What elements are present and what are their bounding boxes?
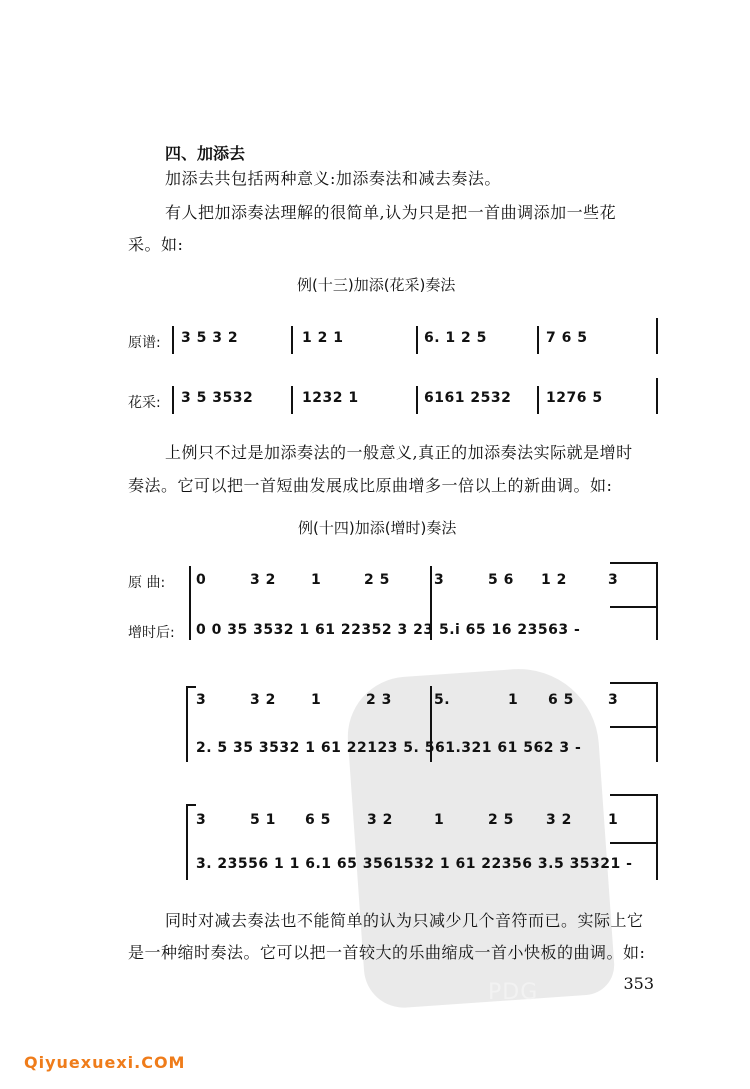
- example-14-caption: 例(十四)加添(增时)奏法: [298, 519, 457, 537]
- ex14-s2-bottom: 2. 5 35 3532 1 61 22123 5. 561.321 61 562 3 -: [196, 740, 582, 756]
- ex14-s3-top-3: 6 5: [305, 812, 331, 828]
- ex14-s3-top-2: 5 1: [250, 812, 276, 828]
- ex14-s2-top-1: 3: [196, 692, 207, 708]
- paragraph-4-line-2: 是一种缩时奏法。它可以把一首较大的乐曲缩成一首小快板的曲调。如:: [128, 943, 646, 962]
- ex14-row1-label: 原 曲:: [128, 575, 166, 591]
- ex14-s2-top-6: 1: [508, 692, 519, 708]
- ex14-s1-top-1: 0: [196, 572, 207, 588]
- ex14-s3-top-1: 3: [196, 812, 207, 828]
- ex13-r2-m4: 1276 5: [546, 390, 603, 406]
- ex13-r2-m2: 1232 1: [302, 390, 359, 406]
- ex14-s1-top-4: 2 5: [364, 572, 390, 588]
- watermark-label: PDG: [488, 980, 539, 1005]
- paragraph-3-line-1: 上例只不过是加添奏法的一般意义,真正的加添奏法实际就是增时: [165, 443, 633, 462]
- ex14-s1-top-8: 3: [608, 572, 619, 588]
- ex13-r2-m1: 3 5 3532: [181, 390, 254, 406]
- ex14-s2-top-8: 3: [608, 692, 619, 708]
- paragraph-2-line-2: 采。如:: [128, 235, 184, 254]
- ex14-s2-top-3: 1: [311, 692, 322, 708]
- ex14-s1-top-6: 5 6: [488, 572, 514, 588]
- page-number: 353: [623, 974, 654, 993]
- ex14-s1-top-2: 3 2: [250, 572, 276, 588]
- paragraph-2-line-1: 有人把加添奏法理解的很简单,认为只是把一首曲调添加一些花: [165, 203, 617, 222]
- ex14-s3-top-4: 3 2: [367, 812, 393, 828]
- ex14-row2-label: 增时后:: [128, 625, 175, 641]
- paragraph-4-line-1: 同时对减去奏法也不能简单的认为只减少几个音符而已。实际上它: [165, 911, 644, 930]
- ex14-s3-top-5: 1: [434, 812, 445, 828]
- ex13-row1-label: 原谱:: [128, 335, 161, 351]
- ex14-s2-top-4: 2 3: [366, 692, 392, 708]
- example-13-caption: 例(十三)加添(花采)奏法: [297, 276, 456, 294]
- ex14-s1-top-5: 3: [434, 572, 445, 588]
- ex13-row2-label: 花采:: [128, 395, 161, 411]
- ex13-r1-m4: 7 6 5: [546, 330, 588, 346]
- ex14-s1-top-7: 1 2: [541, 572, 567, 588]
- ex13-r2-m3: 6161 2532: [424, 390, 512, 406]
- ex13-r1-m2: 1 2 1: [302, 330, 344, 346]
- paragraph-3-line-2: 奏法。它可以把一首短曲发展成比原曲增多一倍以上的新曲调。如:: [128, 476, 613, 495]
- paragraph-1: 加添去共包括两种意义:加添奏法和减去奏法。: [165, 169, 501, 188]
- ex13-r1-m3: 6. 1 2 5: [424, 330, 487, 346]
- ex14-s3-top-8: 1: [608, 812, 619, 828]
- ex14-s3-bottom: 3. 23556 1 1 6.1 65 3561532 1 61 22356 3.5 35321 -: [196, 856, 633, 872]
- ex14-s2-top-2: 3 2: [250, 692, 276, 708]
- ex14-s3-top-6: 2 5: [488, 812, 514, 828]
- ex14-s1-bottom: 0 0 35 3532 1 61 22352 3 23 5.i 65 16 23563 -: [196, 622, 581, 638]
- site-watermark: Qiyuexuexi.COM: [24, 1053, 186, 1072]
- ex14-s1-top-3: 1: [311, 572, 322, 588]
- ex13-r1-m1: 3 5 3 2: [181, 330, 239, 346]
- section-heading: 四、加添去: [165, 144, 246, 163]
- ex14-s2-top-7: 6 5: [548, 692, 574, 708]
- ex14-s2-top-5: 5.: [434, 692, 451, 708]
- ex14-s3-top-7: 3 2: [546, 812, 572, 828]
